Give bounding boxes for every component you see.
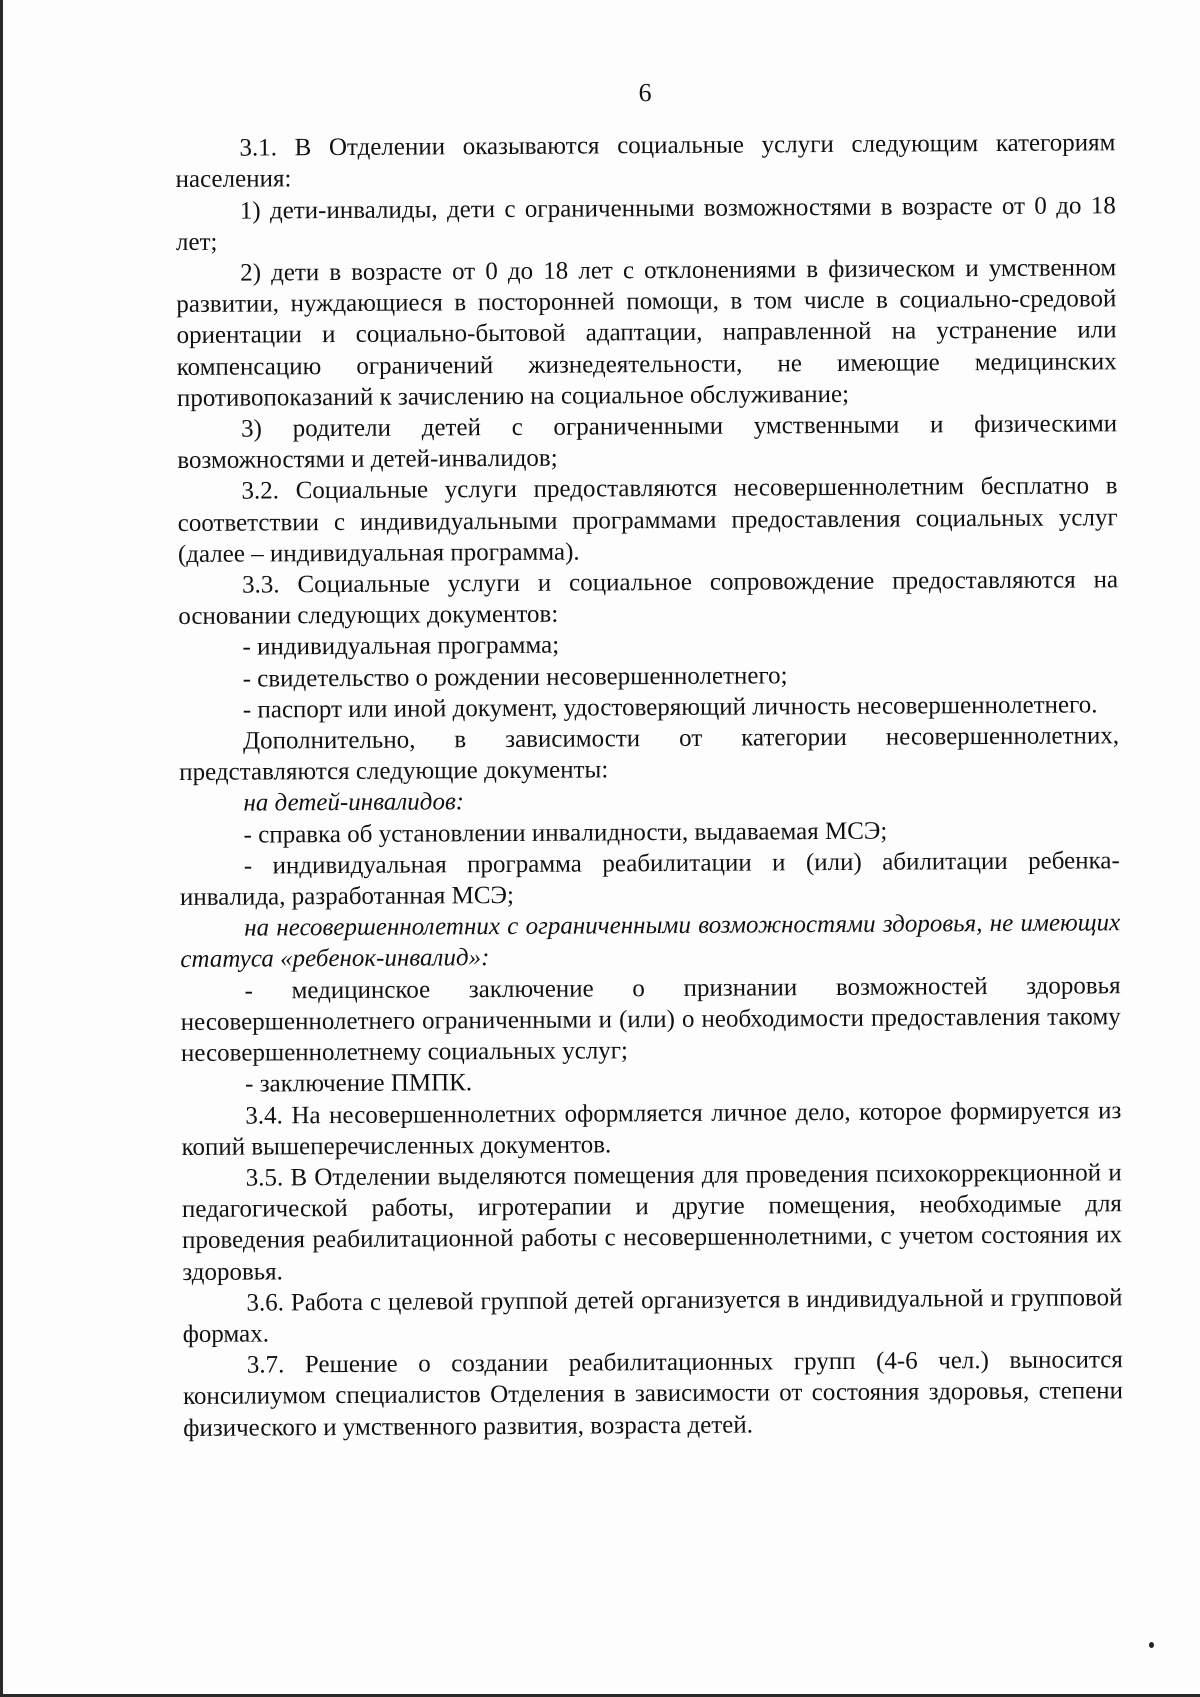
paragraph-3-2: 3.2. Социальные услуги предоставляются несовершеннолетним бесплатно в соответствии с индивидуальными программами предоставления социальных услуг (далее – индивидуальная программа). — [177, 472, 1118, 568]
paragraph-3-7: 3.7. Решение о создании реабилитационных групп (4-6 чел.) выносится консилиумом специалистов Отделения в зависимости от состояния здоровья, степени физического и умственного развития, возраста детей. — [182, 1346, 1124, 1442]
subheading-limited-health: на несовершеннолетних с ограниченными возможностями здоровья, не имеющих статуса «ребенок-инвалид»: — [180, 909, 1121, 974]
paragraph-3-1: 3.1. В Отделении оказываются социальные услуги следующим категориям населения: — [175, 129, 1116, 194]
list-item-rehabilitation-program: - индивидуальная программа реабилитации и (или) абилитации ребенка-инвалида, разработанная МСЭ; — [179, 847, 1120, 912]
paragraph-3-4: 3.4. На несовершеннолетних оформляется личное дело, которое формируется из копий вышеперечисленных документов. — [181, 1096, 1122, 1161]
paragraph-3-5: 3.5. В Отделении выделяются помещения для проведения психокоррекционной и педагогической работы, игротерапии и другие помещения, необходимые для проведения реабилитационной работы с несовершеннолетними, с учетом состояния их здоровья. — [181, 1159, 1123, 1286]
list-item-2: 2) дети в возрасте от 0 до 18 лет с отклонениями в физическом и умственном развитии, нуждающиеся в посторонней помощи, в том числе в социально-средовой ориентации и социально-бытовой адаптации, направленной на устранение или компенсацию ограничений жизнедеятельности, не имеющие медицинских противопоказаний к зачислению на социальное обслуживание; — [176, 254, 1117, 412]
page-number: 6 — [638, 78, 652, 108]
paragraph-additional-documents: Дополнительно, в зависимости от категории несовершеннолетних, представляются следующие документы: — [179, 722, 1120, 787]
list-item-3: 3) родители детей с ограниченными умственными и физическими возможностями и детей-инвалидов; — [177, 410, 1118, 475]
list-item-pmpk: - заключение ПМПК. — [245, 1069, 473, 1098]
subheading-disabled-children: на детей-инвалидов: — [243, 788, 465, 818]
list-item-passport: - паспорт или иной документ, удостоверяющий личность несовершеннолетнего. — [242, 691, 1098, 724]
list-item-disability-certificate: - справка об установлении инвалидности, выдаваемая МСЭ; — [243, 817, 888, 849]
document-body — [175, 74, 1123, 1443]
paragraph-3-3: 3.3. Социальные услуги и социальное сопровождение предоставляются на основании следующих документов: — [178, 566, 1119, 631]
scan-speck — [1149, 1642, 1154, 1648]
list-item-birth-certificate: - свидетельство о рождении несовершеннолетнего; — [242, 661, 788, 693]
paragraph-3-6: 3.6. Работа с целевой группой детей организуется в индивидуальной и групповой формах. — [182, 1283, 1123, 1348]
list-item-medical-conclusion: - медицинское заключение о признании возможностей здоровья несовершеннолетнего ограниченными и (или) о необходимости предоставления такому несовершеннолетнему социальных услуг; — [180, 971, 1121, 1068]
list-item-individual-program: - индивидуальная программа; — [242, 632, 560, 662]
list-item-1: 1) дети-инвалиды, дети с ограниченными возможностями в возрасте от 0 до 18 лет; — [175, 191, 1116, 256]
